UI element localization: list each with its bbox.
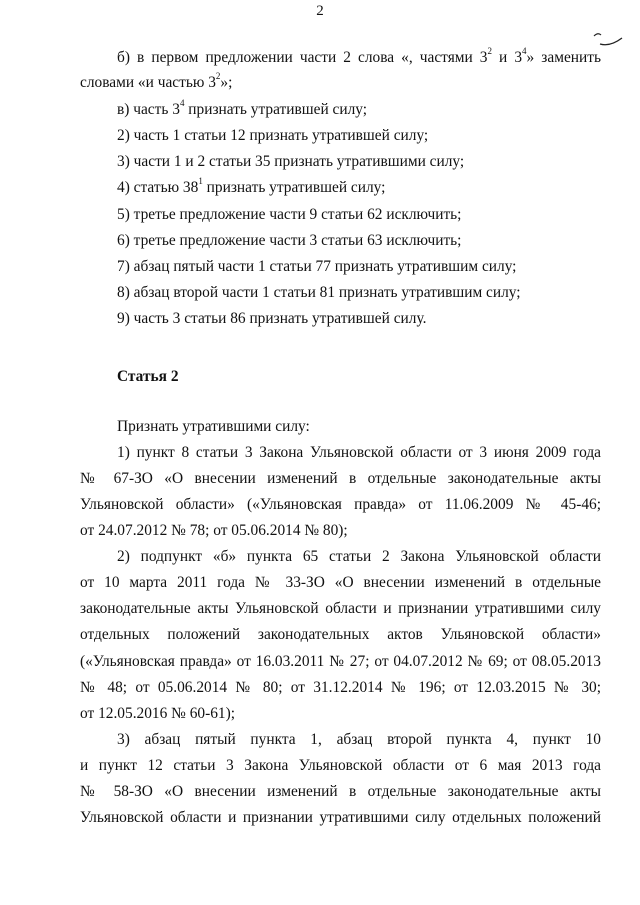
- item-3-line-1: 3) абзац пятый пункта 1, абзац второй пункта 4, пункт 10: [117, 731, 601, 748]
- amendment-4: 4) статью $38^1$ признать утратившей силу;: [117, 175, 386, 196]
- amendment-3: 3) части 1 и 2 статьи 35 признать утратившими силу;: [117, 153, 465, 170]
- article-intro: Признать утратившими силу:: [117, 418, 310, 435]
- amendment-b-line-1: б) в первом предложении части 2 слова «, частями $3^2$ и $3^4$» заменить: [117, 45, 601, 66]
- amendment-2: 2) часть 1 статьи 12 признать утратившей силу;: [117, 127, 429, 144]
- item-3-line-2: и пункт 12 статьи 3 Закона Ульяновской области от 6 мая 2013 года: [80, 757, 601, 774]
- item-2-line-3: законодательные акты Ульяновской области и признании утратившими силу: [80, 600, 601, 617]
- item-1-line-4: от 24.07.2012 № 78; от 05.06.2014 № 80);: [80, 522, 348, 539]
- item-3-line-3: № 58-ЗО «О внесении изменений в отдельные законодательные акты: [80, 783, 601, 800]
- amendment-6: 6) третье предложение части 3 статьи 63 исключить;: [117, 232, 462, 249]
- amendment-7: 7) абзац пятый части 1 статьи 77 признать утратившим силу;: [117, 258, 517, 275]
- item-1-line-1: 1) пункт 8 статьи 3 Закона Ульяновской области от 3 июня 2009 года: [117, 444, 601, 461]
- item-1-line-3: Ульяновской области» («Ульяновская правда» от 11.06.2009 № 45-46;: [80, 496, 601, 513]
- item-1-line-2: № 67-ЗО «О внесении изменений в отдельные законодательные акты: [80, 470, 601, 487]
- amendment-9: 9) часть 3 статьи 86 признать утратившей силу.: [117, 310, 427, 327]
- amendment-8: 8) абзац второй части 1 статьи 81 признать утратившим силу;: [117, 284, 521, 301]
- amendment-b-line-2: словами «и частью $3^2$»;: [80, 70, 233, 91]
- amendment-c: в) часть $3^4$ признать утратившей силу;: [117, 97, 368, 118]
- page-number: 2: [316, 3, 324, 19]
- item-2-line-5: («Ульяновская правда» от 16.03.2011 № 27; от 04.07.2012 № 69; от 08.05.2013: [80, 653, 601, 670]
- item-2-line-6: № 48; от 05.06.2014 № 80; от 31.12.2014 № 196; от 12.03.2015 № 30;: [80, 679, 601, 696]
- item-2-line-2: от 10 марта 2011 года № 33-ЗО «О внесении изменений в отдельные: [80, 574, 601, 591]
- item-3-line-4: Ульяновской области и признании утратившими силу отдельных положений: [80, 809, 601, 826]
- item-2-line-4: отдельных положений законодательных актов Ульяновской области»: [80, 626, 601, 643]
- item-2-line-1: 2) подпункт «б» пункта 65 статьи 2 Закона Ульяновской области: [117, 548, 601, 565]
- item-2-line-7: от 12.05.2016 № 60-61);: [80, 705, 236, 722]
- article-heading: Статья 2: [117, 368, 179, 385]
- handwritten-mark-icon: [590, 28, 624, 50]
- amendment-5: 5) третье предложение части 9 статьи 62 исключить;: [117, 206, 462, 223]
